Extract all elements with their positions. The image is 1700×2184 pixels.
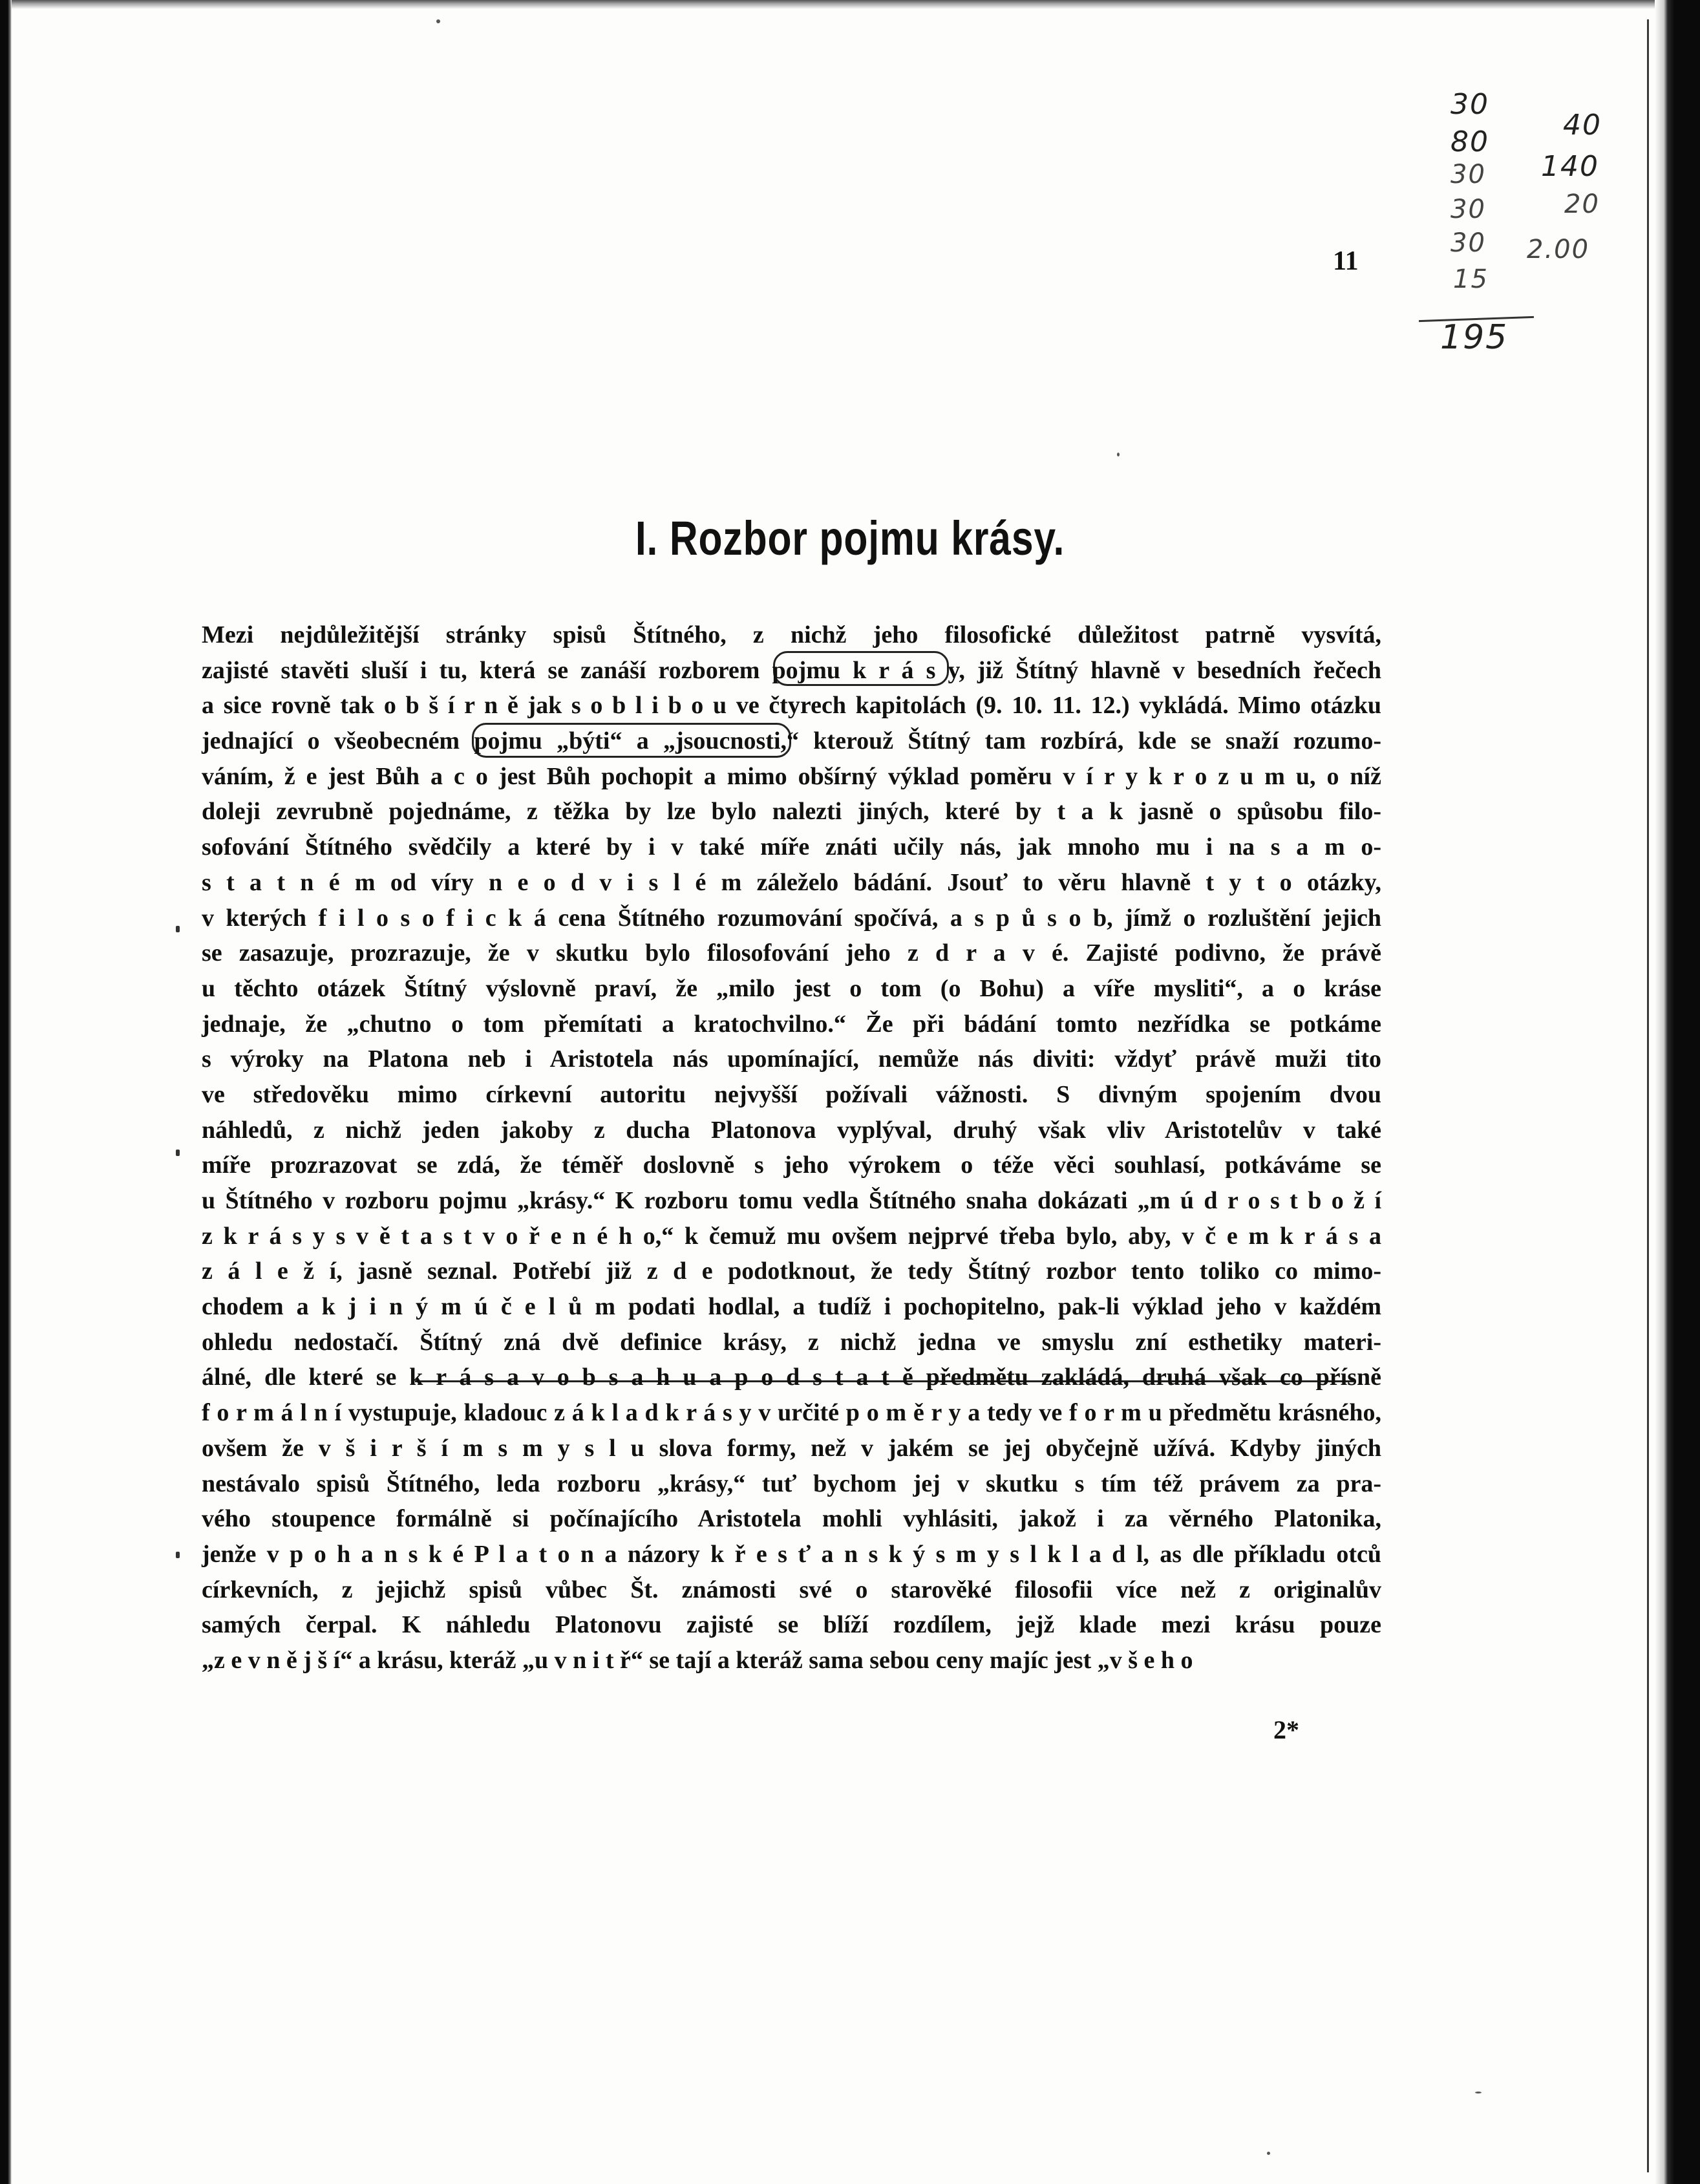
text-line: z k r á s y s v ě t a s t v o ř e n é h o,“ k čemuž mu ovšem nejprvé třeba bylo, aby, v č e m k r á s a <box>202 1222 1381 1250</box>
page-fold-line <box>1647 19 1649 2172</box>
text-line: Mezi nejdůležitější stránky spisů Štítného, z nichž jeho filosofické důležitost patrně vysvítá, <box>202 621 1381 648</box>
text-line: álné, dle které se k r á s a v o b s a h u a p o d s t a t ě předmětu zakládá, druhá však co přísně <box>202 1364 1381 1391</box>
text-line: z á l e ž í, jasně seznal. Potřebí již z d e podotknout, že tedy Štítný rozbor tento toliko co mimo- <box>202 1258 1381 1285</box>
scan-speck <box>1267 2152 1270 2155</box>
scan-speck <box>1475 2092 1482 2093</box>
text-line: náhledů, z nichž jeden jakoby z ducha Platonova vyplýval, druhý však vliv Aristotelův v také <box>202 1116 1381 1144</box>
text-line: nestávalo spisů Štítného, leda rozboru „krásy,“ tuť bychom jej v skutku s tím též právem za pra- <box>202 1470 1381 1497</box>
text-line: jednaje, že „chutno o tom přemítati a kratochvilno.“ Že při bádání tomto nezřídka se potkáme <box>202 1010 1381 1038</box>
pencil-note: 30 <box>1450 228 1486 258</box>
pencil-note: 40 <box>1563 109 1602 142</box>
text-line: s výroky na Platona neb i Aristotela nás upomínající, nemůže nás diviti: vždyť právě muži tito <box>202 1045 1381 1073</box>
pencil-note: 30 <box>1450 195 1486 224</box>
text-line: jenže v p o h a n s k é P l a t o n a názory k ř e s ť a n s k ý s m y s l k l a d l, as dle příkladu otců <box>202 1540 1381 1568</box>
pencil-note: 140 <box>1541 150 1599 183</box>
text-line: u těchto otázek Štítný výslovně praví, že „milo jest o tom (o Bohu) a víře mysliti“, a o kráse <box>202 974 1381 1002</box>
text-line: sofování Štítného svědčily a které by i v také míře znáti učily nás, jak mnoho mu i na s a m o- <box>202 833 1381 861</box>
text-line: „z e v n ě j š í“ a krásu, kteráž „u v n i t ř“ se tají a kteráž sama sebou ceny majíc jest „v š e h o <box>202 1646 1193 1674</box>
scan-edge-top <box>0 0 1700 9</box>
scan-speck <box>1117 453 1120 456</box>
text-line: u Štítného v rozboru pojmu „krásy.“ K rozboru tomu vedla Štítného snaha dokázati „m ú d r o s t b o ž í <box>202 1187 1381 1214</box>
body-text <box>202 617 1381 1678</box>
pencil-total: 195 <box>1440 318 1509 357</box>
text-line: jednající o všeobecném pojmu „býti“ a „jsoucnosti,“ kterouž Štítný tam rozbírá, kde se snaží rozumo- <box>202 727 1381 755</box>
pencil-note: 80 <box>1450 125 1489 158</box>
text-line: vého stoupence formálně si počínajícího Aristotela mohli vyhlásiti, jakož i za věrného Platonika, <box>202 1505 1381 1533</box>
text-line: doleji zevrubně pojednáme, z těžka by lze bylo nalezti jiných, které by t a k jasně o spůsobu filo- <box>202 798 1381 826</box>
scan-speck <box>436 19 440 23</box>
pencil-note: 2.00 <box>1527 235 1590 264</box>
pencil-note: 30 <box>1450 160 1486 189</box>
pencil-note: 20 <box>1564 189 1600 219</box>
pencil-note: 30 <box>1450 88 1489 121</box>
text-line: ohledu nedostačí. Štítný zná dvě definice krásy, z nichž jedna ve smyslu zní esthetiky materi- <box>202 1328 1381 1356</box>
margin-dot <box>176 1552 180 1558</box>
page-number: 11 <box>1333 246 1359 276</box>
chapter-heading: I. Rozbor pojmu krásy. <box>635 511 1065 565</box>
text-line: váním, ž e jest Bůh a c o jest Bůh pochopit a mimo obšírný výklad poměru v í r y k r o z u m u, o níž <box>202 762 1381 790</box>
text-line: a sice rovně tak o b š í r n ě jak s o b l i b o u ve čtyrech kapitolách (9. 10. 11. 12.) vykládá. Mimo otázku <box>202 692 1381 720</box>
text-line: v kterých f i l o s o f i c k á cena Štítného rozumování spočívá, a s p ů s o b, jímž o rozluštění jejich <box>202 904 1381 932</box>
signature-mark: 2* <box>1273 1715 1299 1744</box>
text-line: samých čerpal. K náhledu Platonovu zajisté se blíží rozdílem, jejž klade mezi krásu pouze <box>202 1611 1381 1639</box>
text-line: ve středověku mimo církevní autoritu nejvyšší požívali vážnosti. S divným spojením dvou <box>202 1080 1381 1108</box>
scan-edge-left <box>0 0 12 2184</box>
text-line: chodem a k j i n ý m ú č e l ů m podati hodlal, a tudíž i pochopitelno, pak-li výklad jeho v každém <box>202 1293 1381 1321</box>
scan-edge-right <box>1655 0 1700 2184</box>
text-line: se zasazuje, prozrazuje, že v skutku bylo filosofování jeho z d r a v é. Zajisté podivno, že právě <box>202 939 1381 967</box>
text-line: zajisté stavěti sluší i tu, která se zanáší rozborem pojmu k r á s y, již Štítný hlavně v besedních řečech <box>202 656 1381 684</box>
text-line: míře prozrazovat se zdá, že téměř doslovně s jeho výrokem o téže věci souhlasí, potkáváme se <box>202 1151 1381 1179</box>
text-line: f o r m á l n í vystupuje, kladouc z á k l a d k r á s y v určité p o m ě r y a tedy ve f o r m u předmětu krásného, <box>202 1399 1381 1427</box>
text-line: s t a t n é m od víry n e o d v i s l é m záleželo bádání. Jsouť to věru hlavně t y t o otázky, <box>202 868 1381 896</box>
text-line: ovšem že v š i r š í m s m y s l u slova formy, než v jakém se jej obyčejně užívá. Kdyby jiných <box>202 1434 1381 1462</box>
margin-dot <box>176 1150 180 1156</box>
text-line: církevních, z jejichž spisů vůbec Št. známosti své o starověké filosofii více než z originalův <box>202 1576 1381 1603</box>
pencil-note: 15 <box>1453 264 1489 294</box>
margin-dot <box>176 926 180 932</box>
